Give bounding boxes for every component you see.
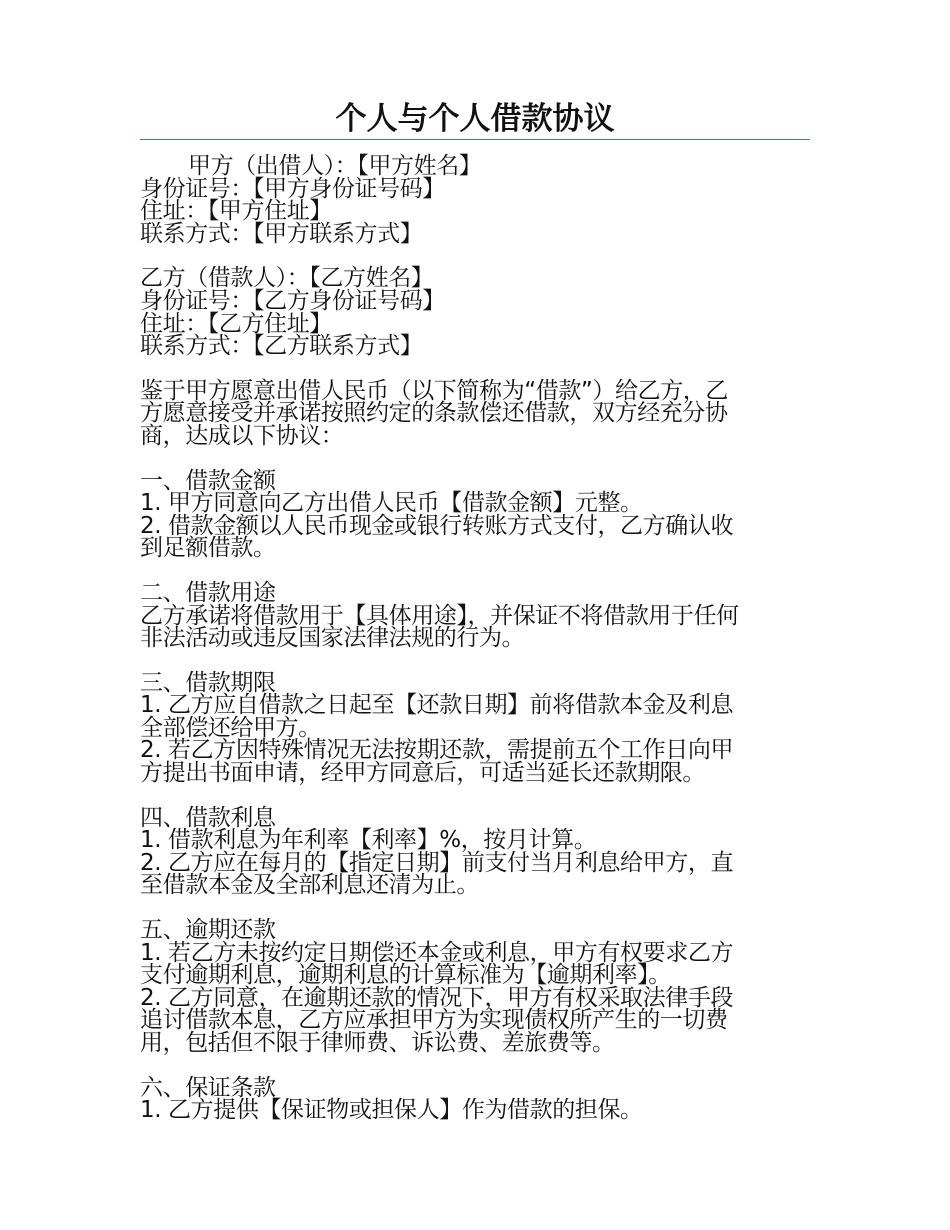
document-body bbox=[140, 155, 812, 1122]
section-line: 2. 乙方同意，在逾期还款的情况下，甲方有权采取法律手段 bbox=[140, 984, 734, 1011]
section-line: 乙方承诺将借款用于【具体用途】，并保证不将借款用于任何 bbox=[140, 602, 739, 629]
section-heading: 三、借款期限 bbox=[140, 669, 276, 696]
section-line: 1. 若乙方未按约定日期偿还本金或利息，甲方有权要求乙方 bbox=[140, 939, 734, 966]
section-line: 2. 若乙方因特殊情况无法按期还款，需提前五个工作日向甲 bbox=[140, 737, 734, 764]
section-line: 非法活动或违反国家法律法规的行为。 bbox=[140, 625, 525, 652]
preamble-line: 商，达成以下协议： bbox=[140, 422, 344, 449]
section-line: 至借款本金及全部利息还清为止。 bbox=[140, 872, 480, 899]
section-line: 全部偿还给甲方。 bbox=[140, 714, 321, 741]
spacer bbox=[140, 897, 812, 919]
document-title: 个人与个人借款协议 bbox=[335, 101, 615, 137]
section-heading: 六、保证条款 bbox=[140, 1074, 276, 1101]
party-b-id: 身份证号：【乙方身份证号码】 bbox=[140, 287, 445, 314]
party-a-contact: 联系方式：【甲方联系方式】 bbox=[140, 220, 423, 247]
spacer bbox=[140, 245, 812, 267]
section-line: 1. 乙方提供【保证物或担保人】作为借款的担保。 bbox=[140, 1097, 643, 1124]
section-line: 到足额借款。 bbox=[140, 535, 276, 562]
section-heading: 四、借款利息 bbox=[140, 804, 276, 831]
preamble-line: 鉴于甲方愿意出借人民币（以下简称为“借款”）给乙方，乙 bbox=[140, 377, 729, 404]
party-b-heading: 乙方（借款人）：【乙方姓名】 bbox=[140, 265, 434, 292]
section-line: 1. 乙方应自借款之日起至【还款日期】前将借款本金及利息 bbox=[140, 692, 734, 719]
spacer bbox=[140, 650, 812, 672]
section-heading: 二、借款用途 bbox=[140, 579, 276, 606]
party-a-address: 住址：【甲方住址】 bbox=[140, 198, 332, 225]
section-heading: 一、借款金额 bbox=[140, 467, 276, 494]
spacer bbox=[140, 448, 812, 470]
section-line: 1. 甲方同意向乙方出借人民币【借款金额】元整。 bbox=[140, 490, 643, 517]
party-a-id: 身份证号：【甲方身份证号码】 bbox=[140, 175, 445, 202]
title-underline bbox=[140, 139, 810, 140]
spacer bbox=[140, 560, 812, 582]
section-line: 用，包括但不限于律师费、诉讼费、差旅费等。 bbox=[140, 1030, 615, 1056]
party-a-heading: 甲方（出借人）：【甲方姓名】 bbox=[188, 153, 482, 179]
party-b-address: 住址：【乙方住址】 bbox=[140, 310, 332, 337]
party-b-contact: 联系方式：【乙方联系方式】 bbox=[140, 333, 423, 360]
section-line: 方提出书面申请，经甲方同意后，可适当延长还款期限。 bbox=[140, 760, 706, 787]
spacer bbox=[140, 785, 812, 807]
preamble-line: 方愿意接受并承诺按照约定的条款偿还借款，双方经充分协 bbox=[140, 400, 728, 427]
section-line: 2. 乙方应在每月的【指定日期】前支付当月利息给甲方，直 bbox=[140, 849, 734, 876]
section-line: 支付逾期利息，逾期利息的计算标准为【逾期利率】。 bbox=[140, 962, 671, 989]
section-line: 1. 借款利息为年利率【利率】%，按月计算。 bbox=[140, 827, 597, 854]
section-heading: 五、逾期还款 bbox=[140, 917, 276, 944]
section-line: 追讨借款本息，乙方应承担甲方为实现债权所产生的一切费 bbox=[140, 1007, 728, 1034]
section-line: 2. 借款金额以人民币现金或银行转账方式支付，乙方确认收 bbox=[140, 512, 734, 539]
spacer bbox=[140, 1055, 812, 1077]
spacer bbox=[140, 358, 812, 380]
